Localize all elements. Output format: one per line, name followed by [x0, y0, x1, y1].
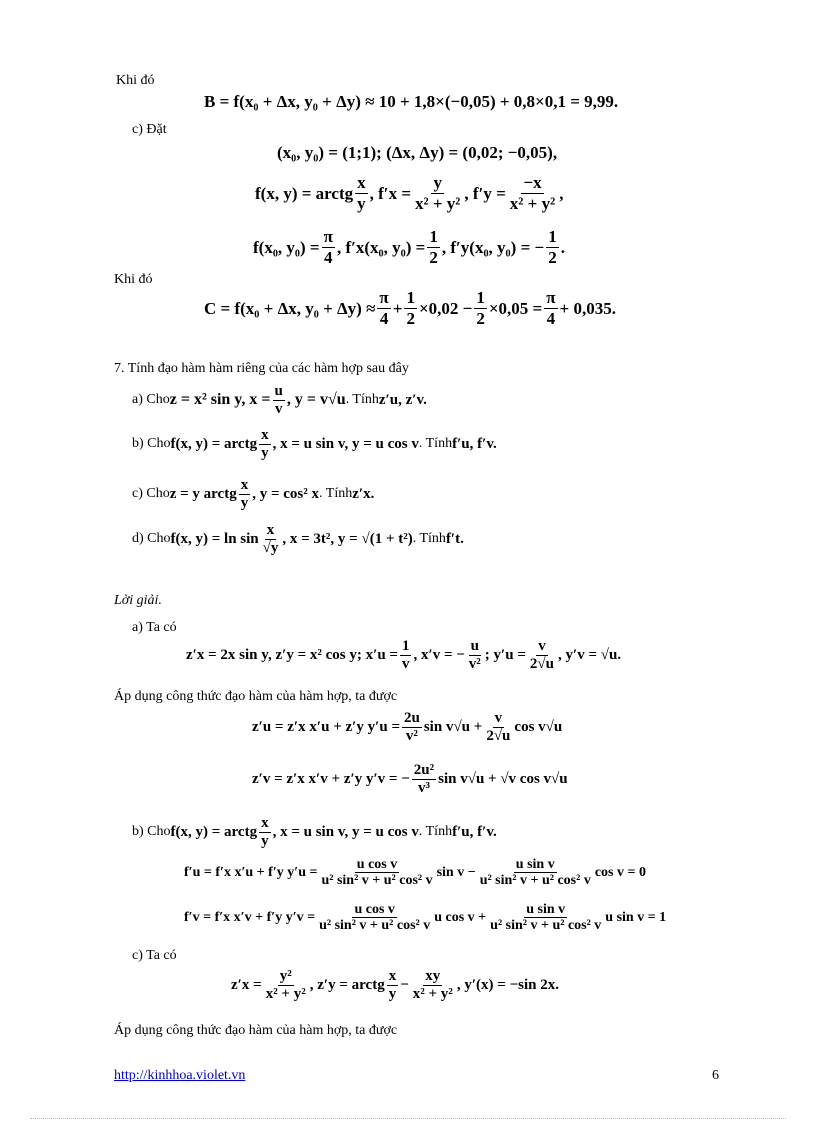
fraction [484, 710, 512, 745]
eq-part: . Tính [345, 392, 379, 408]
eq-part: ; y′u = [484, 646, 526, 663]
fraction-numerator: 1 [401, 638, 410, 654]
eq-part: z′v = z′x x′v + z′y y′v = − [252, 770, 410, 787]
problem-7a [132, 383, 427, 418]
eq-part: , x = u sin v, y = u cos v [272, 823, 419, 840]
eq-part: + [392, 298, 403, 318]
fraction-denominator: 2 [476, 308, 485, 328]
item-label: b) Cho [132, 824, 171, 840]
equation-C [204, 289, 616, 328]
item-label: d) Cho [132, 531, 171, 547]
fraction-numerator: u [274, 383, 283, 399]
eq-part: , f′y = [464, 183, 506, 203]
fraction-numerator: y² [279, 968, 292, 984]
eq-part: . Tính [319, 486, 353, 502]
eq-part: f(x, y) = arctg [170, 823, 258, 840]
fraction-denominator: y [388, 985, 397, 1002]
eq-part: C = f(x₀ + Δx, y₀ + Δy) ≈ [204, 298, 376, 318]
eq-part: f′u, f′v. [452, 435, 497, 452]
eq-part: , f′x(x₀, y₀) = [336, 237, 426, 257]
equation-B [204, 92, 618, 112]
eq-part: , f′x = [369, 183, 412, 203]
eq-part: , x = u sin v, y = u cos v [272, 435, 419, 452]
eq-part: , y′v = √u. [557, 646, 622, 663]
fraction [264, 968, 308, 1003]
item-label: b) Cho [132, 436, 171, 452]
eq-part: . Tính [412, 531, 446, 547]
fraction-numerator: 1 [406, 288, 415, 307]
fraction [402, 710, 422, 745]
eq-part: f′u, f′v. [452, 823, 497, 840]
fraction-numerator: v [494, 710, 503, 726]
fraction-denominator: y [261, 832, 269, 849]
fraction-denominator: x² + y² [415, 193, 461, 213]
fraction-denominator: 2 [548, 247, 557, 267]
fraction-denominator: v [274, 400, 283, 417]
eq-part: f′v = f′x x′v + f′y y′v = [184, 910, 316, 926]
eq-part: , z′y = arctg [309, 976, 385, 993]
fraction-numerator: 1 [548, 227, 557, 246]
fraction-denominator: v² [468, 655, 481, 672]
eq-part: , f′y(x₀, y₀) = − [441, 237, 545, 257]
fraction-numerator: u cos v [356, 857, 398, 872]
eq-part: z′x. [352, 485, 375, 502]
fraction-numerator: xy [425, 968, 441, 984]
eq-part: , y = v√u [286, 391, 346, 409]
fraction [546, 228, 559, 267]
solution-heading: Lời giải. [114, 593, 162, 608]
fraction-numerator: u [470, 638, 479, 654]
fraction [467, 638, 483, 673]
equation-sc [231, 968, 559, 1003]
fraction-numerator: −x [523, 173, 542, 192]
text-khi-do-2: Khi đó [114, 272, 153, 287]
eq-part: f(x, y) = arctg [170, 435, 258, 452]
fraction-numerator: x [261, 815, 269, 831]
fraction-numerator: 2u [404, 710, 420, 726]
fraction-denominator: 4 [324, 247, 333, 267]
page-number: 6 [712, 1068, 719, 1083]
eq-part: ×0,05 = [488, 298, 543, 318]
fraction-numerator: u sin v [526, 902, 566, 917]
fraction-denominator: 2 [429, 247, 438, 267]
fraction-numerator: x [266, 522, 275, 538]
fraction [319, 857, 434, 889]
problem-7b [132, 427, 497, 462]
eq-part: cos v√u [514, 718, 563, 735]
fraction-denominator: 2√u [529, 655, 554, 672]
fraction-numerator: π [379, 288, 389, 307]
eq-part: f(x, y) = ln sin [170, 530, 259, 547]
equation-f-def [255, 174, 563, 213]
fraction-denominator: u² sin² v + u² cos² v [319, 918, 431, 934]
equation-sa-zu [252, 710, 562, 745]
fraction [411, 968, 455, 1003]
fraction-numerator: x [240, 477, 249, 493]
fraction-denominator: y [357, 193, 366, 213]
eq-part: ×0,02 − [418, 298, 473, 318]
equation-x0y0-text: (x₀, y₀) = (1;1); (Δx, Δy) = (0,02; −0,05), [277, 143, 558, 162]
eq-part: . Tính [418, 436, 453, 452]
fraction [404, 289, 417, 328]
eq-part: − [400, 976, 409, 993]
eq-part: , [559, 183, 564, 203]
problem-7d [132, 522, 464, 557]
eq-part: cos v = 0 [594, 865, 646, 881]
equation-B-text: B = f(x₀ + Δx, y₀ + Δy) ≈ 10 + 1,8×(−0,05) + 0,8×0,1 = 9,99. [204, 92, 619, 111]
eq-part: f(x, y) = arctg [255, 183, 354, 203]
text-ap-dung-1: Áp dụng công thức đạo hàm của hàm hợp, ta được [114, 689, 398, 704]
equation-sa-zv [252, 762, 568, 797]
fraction-numerator: π [323, 227, 333, 246]
eq-part: + 0,035. [559, 298, 616, 318]
fraction-denominator: x² + y² [509, 193, 556, 213]
fraction-denominator: 4 [546, 308, 556, 328]
fraction-numerator: x [388, 968, 397, 984]
fraction [239, 477, 251, 512]
footer-link[interactable]: http://kinhhoa.violet.vn [114, 1068, 246, 1083]
fraction-denominator: u² sin² v + u² cos² v [321, 873, 433, 889]
eq-part: sin v√u + √v cos v√u [438, 770, 568, 787]
fraction-denominator: y [240, 494, 249, 511]
eq-part: sin v − [436, 865, 476, 881]
fraction-numerator: v [538, 638, 546, 654]
eq-part: , y = cos² x [252, 485, 320, 502]
fraction [355, 174, 368, 213]
fraction [322, 228, 335, 267]
item-label: a) Cho [132, 392, 170, 408]
fraction-denominator: v² [405, 727, 418, 744]
eq-part: f(x₀, y₀) = [253, 237, 320, 257]
eq-part: . [560, 237, 565, 257]
equation-x0y0 [277, 143, 557, 163]
eq-part: . Tính [418, 824, 453, 840]
fraction-numerator: y [433, 173, 442, 192]
fraction [544, 289, 557, 328]
fraction [488, 902, 603, 934]
fraction-numerator: π [546, 288, 556, 307]
fraction-numerator: x [357, 173, 366, 192]
fraction [528, 638, 556, 673]
eq-part: u sin v = 1 [605, 910, 667, 926]
equation-sa-partials [186, 638, 621, 673]
page-bottom-divider [30, 1118, 786, 1119]
eq-part: z = y arctg [169, 485, 237, 502]
eq-part: z = x² sin y, x = [169, 391, 271, 409]
fraction-denominator: v [401, 655, 410, 672]
fraction-numerator: 1 [429, 227, 438, 246]
fraction [508, 174, 557, 213]
eq-part: , y′(x) = −sin 2x. [456, 976, 559, 993]
fraction [259, 427, 271, 462]
fraction-numerator: x [261, 427, 269, 443]
eq-part: , x′v = − [413, 646, 465, 663]
fraction-denominator: u² sin² v + u² cos² v [490, 918, 602, 934]
eq-part: , x = 3t², y = √(1 + t²) [282, 530, 413, 547]
fraction [261, 522, 281, 557]
text-khi-do: Khi đó [116, 73, 155, 88]
fraction [273, 383, 285, 418]
solution-b-statement [132, 815, 497, 850]
eq-part: z′x = [231, 976, 262, 993]
item-label: c) Cho [132, 486, 170, 502]
fraction-denominator: 2√u [486, 727, 511, 744]
fraction-denominator: 4 [379, 308, 389, 328]
eq-part: z′u, z′v. [378, 391, 427, 408]
eq-part: sin v√u + [423, 718, 483, 735]
fraction [377, 289, 390, 328]
equation-f-vals [253, 228, 565, 267]
fraction [317, 902, 432, 934]
eq-part: f′u = f′x x′u + f′y y′u = [184, 865, 318, 881]
fraction [412, 762, 436, 797]
fraction-denominator: v³ [417, 779, 430, 796]
fraction [413, 174, 462, 213]
text-a-ta-co: a) Ta có [132, 620, 177, 635]
fraction [474, 289, 487, 328]
eq-part: z′u = z′x x′u + z′y y′u = [252, 718, 400, 735]
fraction [478, 857, 593, 889]
problem-7-heading: 7. Tính đạo hàm hàm riêng của các hàm hợp sau đây [114, 361, 409, 376]
fraction-numerator: u cos v [354, 902, 395, 917]
fraction [427, 228, 440, 267]
fraction [259, 815, 271, 850]
fraction-numerator: 2u² [413, 762, 435, 778]
eq-part: u cos v + [434, 910, 487, 926]
fraction [400, 638, 412, 673]
fraction-numerator: u sin v [515, 857, 555, 872]
text-c-dat: c) Đặt [132, 122, 167, 137]
fraction-denominator: u² sin² v + u² cos² v [479, 873, 591, 889]
text-ap-dung-2: Áp dụng công thức đạo hàm của hàm hợp, ta được [114, 1023, 398, 1038]
fraction-numerator: 1 [476, 288, 485, 307]
text-c-ta-co: c) Ta có [132, 948, 177, 963]
equation-sb-fu [184, 857, 646, 889]
fraction-denominator: 2 [406, 308, 415, 328]
eq-part: z′x = 2x sin y, z′y = x² cos y; x′u = [186, 646, 398, 663]
fraction-denominator: x² + y² [265, 985, 306, 1002]
fraction-denominator: y [261, 444, 269, 461]
eq-part: f′t. [445, 530, 464, 547]
problem-7c [132, 477, 374, 512]
equation-sb-fv [184, 902, 666, 934]
fraction [387, 968, 399, 1003]
fraction-denominator: x² + y² [412, 985, 453, 1002]
fraction-denominator: √y [262, 539, 279, 556]
